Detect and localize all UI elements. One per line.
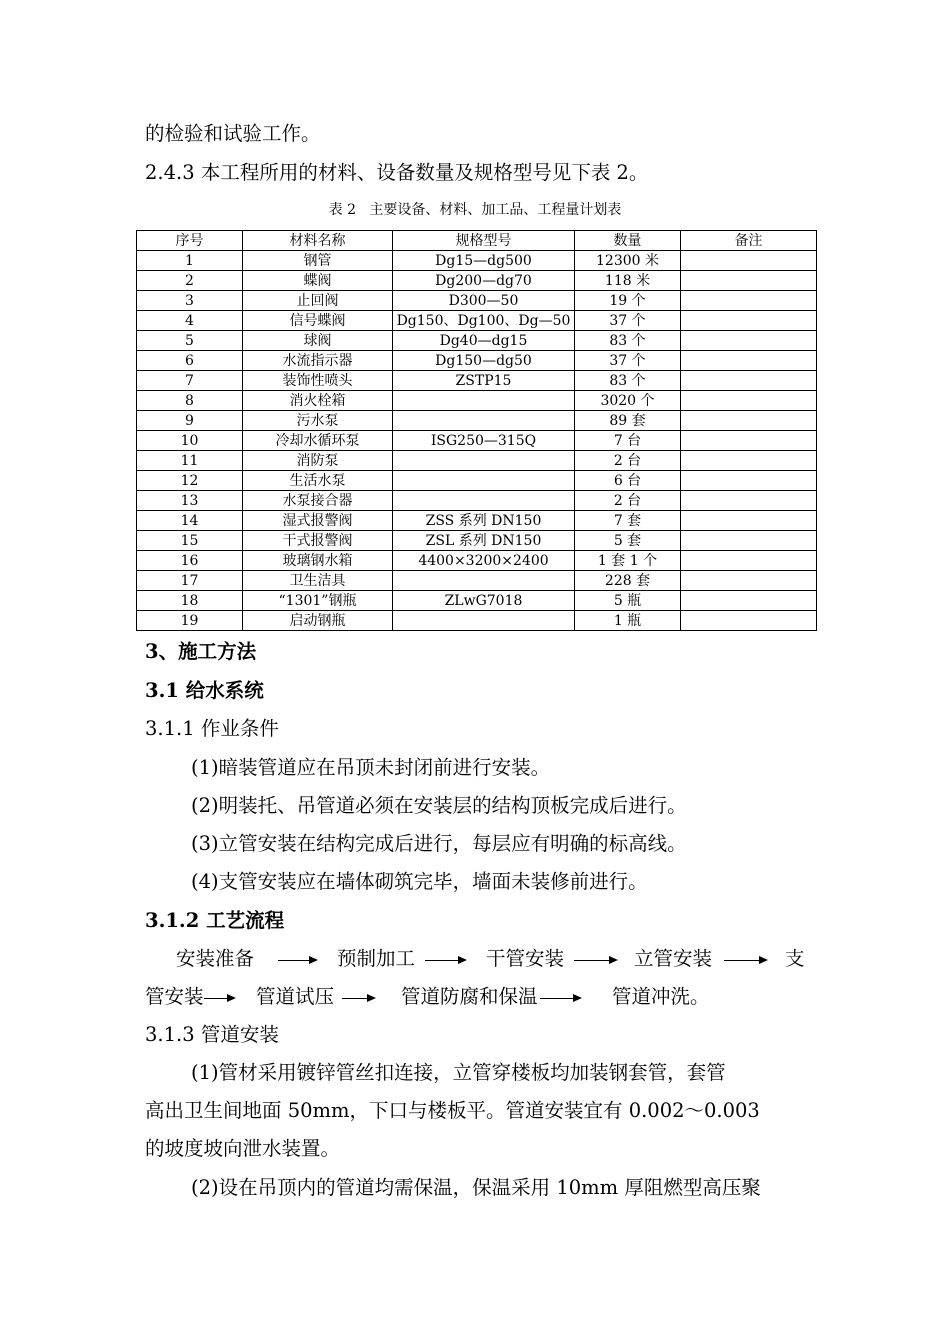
intro-line-1: 的检验和试验工作。 <box>145 122 321 145</box>
cell-material-name: 水泵接合器 <box>243 491 393 511</box>
cell-quantity: 2 台 <box>575 491 681 511</box>
table-row <box>137 491 817 511</box>
cell-quantity: 37 个 <box>575 351 681 371</box>
table-caption: 表 2 主要设备、材料、加工品、工程量计划表 <box>328 202 622 218</box>
cell-spec-model <box>393 571 575 591</box>
cell-material-name: 蝶阀 <box>243 271 393 291</box>
cell-spec-model <box>393 451 575 471</box>
cell-remarks <box>681 591 817 611</box>
table-row <box>137 451 817 471</box>
table-row <box>137 251 817 271</box>
cell-material-name: 湿式报警阀 <box>243 511 393 531</box>
pipe-install-para-1-line-3: 的坡度坡向泄水装置。 <box>145 1137 341 1160</box>
cell-remarks <box>681 471 817 491</box>
flow-step-pressure-test: 管道试压 <box>256 985 335 1008</box>
cell-spec-model: Dg150、Dg100、Dg—50 <box>393 311 575 331</box>
flow-arrow-4 <box>724 960 766 961</box>
cell-material-name: 装饰性喷头 <box>243 371 393 391</box>
section-3-1-1-title: 3.1.1 作业条件 <box>145 717 279 740</box>
cell-index: 18 <box>137 591 243 611</box>
materials-table <box>136 230 817 631</box>
cell-index: 8 <box>137 391 243 411</box>
table-row <box>137 371 817 391</box>
section-3-title: 3、施工方法 <box>145 640 257 663</box>
cell-spec-model: D300—50 <box>393 291 575 311</box>
cell-quantity: 3020 个 <box>575 391 681 411</box>
cell-remarks <box>681 571 817 591</box>
cell-spec-model: ZSL 系列 DN150 <box>393 531 575 551</box>
cell-quantity: 118 米 <box>575 271 681 291</box>
flow-arrow-5 <box>204 998 234 999</box>
cell-index: 6 <box>137 351 243 371</box>
table-row <box>137 391 817 411</box>
table-row <box>137 411 817 431</box>
cell-material-name: 干式报警阀 <box>243 531 393 551</box>
flow-step-prefab: 预制加工 <box>337 947 416 970</box>
cell-spec-model: Dg40—dg15 <box>393 331 575 351</box>
cell-index: 5 <box>137 331 243 351</box>
cell-quantity: 5 套 <box>575 531 681 551</box>
cell-spec-model: Dg15—dg500 <box>393 251 575 271</box>
cell-remarks <box>681 411 817 431</box>
cell-remarks <box>681 391 817 411</box>
flow-arrow-3 <box>574 960 616 961</box>
table-row <box>137 431 817 451</box>
header-quantity: 数量 <box>575 231 681 251</box>
section-3-1-2-title: 3.1.2 工艺流程 <box>145 909 285 932</box>
table-row <box>137 311 817 331</box>
condition-item-4: (4)支管安装应在墙体砌筑完毕，墙面未装修前进行。 <box>191 870 648 893</box>
cell-index: 19 <box>137 611 243 631</box>
flow-step-main-pipe: 干管安装 <box>486 947 565 970</box>
cell-material-name: 污水泵 <box>243 411 393 431</box>
cell-spec-model: ZSS 系列 DN150 <box>393 511 575 531</box>
cell-quantity: 89 套 <box>575 411 681 431</box>
cell-quantity: 228 套 <box>575 571 681 591</box>
section-3-1-title: 3.1 给水系统 <box>145 679 264 702</box>
cell-quantity: 12300 米 <box>575 251 681 271</box>
table-row <box>137 551 817 571</box>
flow-step-anticorrosion: 管道防腐和保温 <box>401 985 538 1008</box>
cell-quantity: 7 套 <box>575 511 681 531</box>
section-3-1-3-title: 3.1.3 管道安装 <box>145 1023 279 1046</box>
cell-remarks <box>681 291 817 311</box>
cell-quantity: 6 台 <box>575 471 681 491</box>
table-row <box>137 511 817 531</box>
flow-arrow-1 <box>278 960 316 961</box>
cell-remarks <box>681 331 817 351</box>
cell-index: 10 <box>137 431 243 451</box>
cell-spec-model <box>393 491 575 511</box>
pipe-install-para-1-line-1: (1)管材采用镀锌管丝扣连接，立管穿楼板均加装钢套管，套管 <box>191 1061 726 1084</box>
cell-quantity: 7 台 <box>575 431 681 451</box>
cell-index: 13 <box>137 491 243 511</box>
cell-material-name: 止回阀 <box>243 291 393 311</box>
table-row <box>137 471 817 491</box>
cell-material-name: 卫生洁具 <box>243 571 393 591</box>
cell-spec-model: ISG250—315Q <box>393 431 575 451</box>
cell-material-name: “1301”钢瓶 <box>243 591 393 611</box>
table-row <box>137 351 817 371</box>
cell-spec-model: Dg150—dg50 <box>393 351 575 371</box>
cell-index: 16 <box>137 551 243 571</box>
cell-remarks <box>681 431 817 451</box>
cell-quantity: 5 瓶 <box>575 591 681 611</box>
cell-remarks <box>681 531 817 551</box>
pipe-install-para-1-line-2: 高出卫生间地面 50mm，下口与楼板平。管道安装宜有 0.002～0.003 <box>145 1099 760 1122</box>
cell-spec-model: ZLwG7018 <box>393 591 575 611</box>
cell-quantity: 19 个 <box>575 291 681 311</box>
cell-quantity: 37 个 <box>575 311 681 331</box>
cell-remarks <box>681 371 817 391</box>
table-row <box>137 591 817 611</box>
cell-remarks <box>681 511 817 531</box>
table-row <box>137 571 817 591</box>
cell-material-name: 冷却水循环泵 <box>243 431 393 451</box>
cell-material-name: 钢管 <box>243 251 393 271</box>
cell-remarks <box>681 611 817 631</box>
table-row <box>137 531 817 551</box>
cell-quantity: 83 个 <box>575 331 681 351</box>
cell-material-name: 信号蝶阀 <box>243 311 393 331</box>
intro-line-2: 2.4.3 本工程所用的材料、设备数量及规格型号见下表 2。 <box>145 161 649 184</box>
flow-step-install-prep: 安装准备 <box>176 947 255 970</box>
flow-step-riser: 立管安装 <box>634 947 713 970</box>
cell-material-name: 消火栓箱 <box>243 391 393 411</box>
cell-material-name: 启动钢瓶 <box>243 611 393 631</box>
flow-step-flush: 管道冲洗。 <box>612 985 710 1008</box>
header-spec-model: 规格型号 <box>393 231 575 251</box>
header-remarks: 备注 <box>681 231 817 251</box>
table-row <box>137 271 817 291</box>
condition-item-1: (1)暗装管道应在吊顶未封闭前进行安装。 <box>191 756 551 779</box>
cell-index: 2 <box>137 271 243 291</box>
cell-remarks <box>681 251 817 271</box>
cell-remarks <box>681 271 817 291</box>
cell-spec-model: 4400×3200×2400 <box>393 551 575 571</box>
flow-step-branch-b: 管安装 <box>145 985 204 1008</box>
cell-index: 17 <box>137 571 243 591</box>
condition-item-3: (3)立管安装在结构完成后进行，每层应有明确的标高线。 <box>191 832 687 855</box>
table-header-row <box>137 231 817 251</box>
cell-index: 14 <box>137 511 243 531</box>
cell-remarks <box>681 311 817 331</box>
cell-index: 15 <box>137 531 243 551</box>
cell-quantity: 83 个 <box>575 371 681 391</box>
cell-index: 12 <box>137 471 243 491</box>
cell-remarks <box>681 451 817 471</box>
cell-spec-model <box>393 411 575 431</box>
cell-index: 1 <box>137 251 243 271</box>
cell-remarks <box>681 491 817 511</box>
cell-quantity: 1 套 1 个 <box>575 551 681 571</box>
cell-spec-model: Dg200—dg70 <box>393 271 575 291</box>
table-row <box>137 611 817 631</box>
table-row <box>137 291 817 311</box>
cell-material-name: 消防泵 <box>243 451 393 471</box>
flow-step-branch-a: 支 <box>785 947 805 970</box>
cell-spec-model: ZSTP15 <box>393 371 575 391</box>
cell-spec-model <box>393 471 575 491</box>
flow-arrow-6 <box>342 998 374 999</box>
cell-quantity: 1 瓶 <box>575 611 681 631</box>
cell-quantity: 2 台 <box>575 451 681 471</box>
cell-remarks <box>681 351 817 371</box>
cell-index: 7 <box>137 371 243 391</box>
condition-item-2: (2)明装托、吊管道必须在安装层的结构顶板完成后进行。 <box>191 794 687 817</box>
cell-remarks <box>681 551 817 571</box>
header-material-name: 材料名称 <box>243 231 393 251</box>
cell-material-name: 水流指示器 <box>243 351 393 371</box>
flow-arrow-2 <box>425 960 465 961</box>
cell-index: 3 <box>137 291 243 311</box>
table-body <box>137 251 817 631</box>
cell-material-name: 玻璃钢水箱 <box>243 551 393 571</box>
cell-material-name: 生活水泵 <box>243 471 393 491</box>
cell-index: 11 <box>137 451 243 471</box>
cell-material-name: 球阀 <box>243 331 393 351</box>
flow-arrow-7 <box>540 998 580 999</box>
cell-index: 9 <box>137 411 243 431</box>
header-index: 序号 <box>137 231 243 251</box>
cell-spec-model <box>393 391 575 411</box>
table-row <box>137 331 817 351</box>
cell-spec-model <box>393 611 575 631</box>
cell-index: 4 <box>137 311 243 331</box>
pipe-install-para-2-line-1: (2)设在吊顶内的管道均需保温，保温采用 10mm 厚阻燃型高压聚 <box>191 1176 761 1199</box>
